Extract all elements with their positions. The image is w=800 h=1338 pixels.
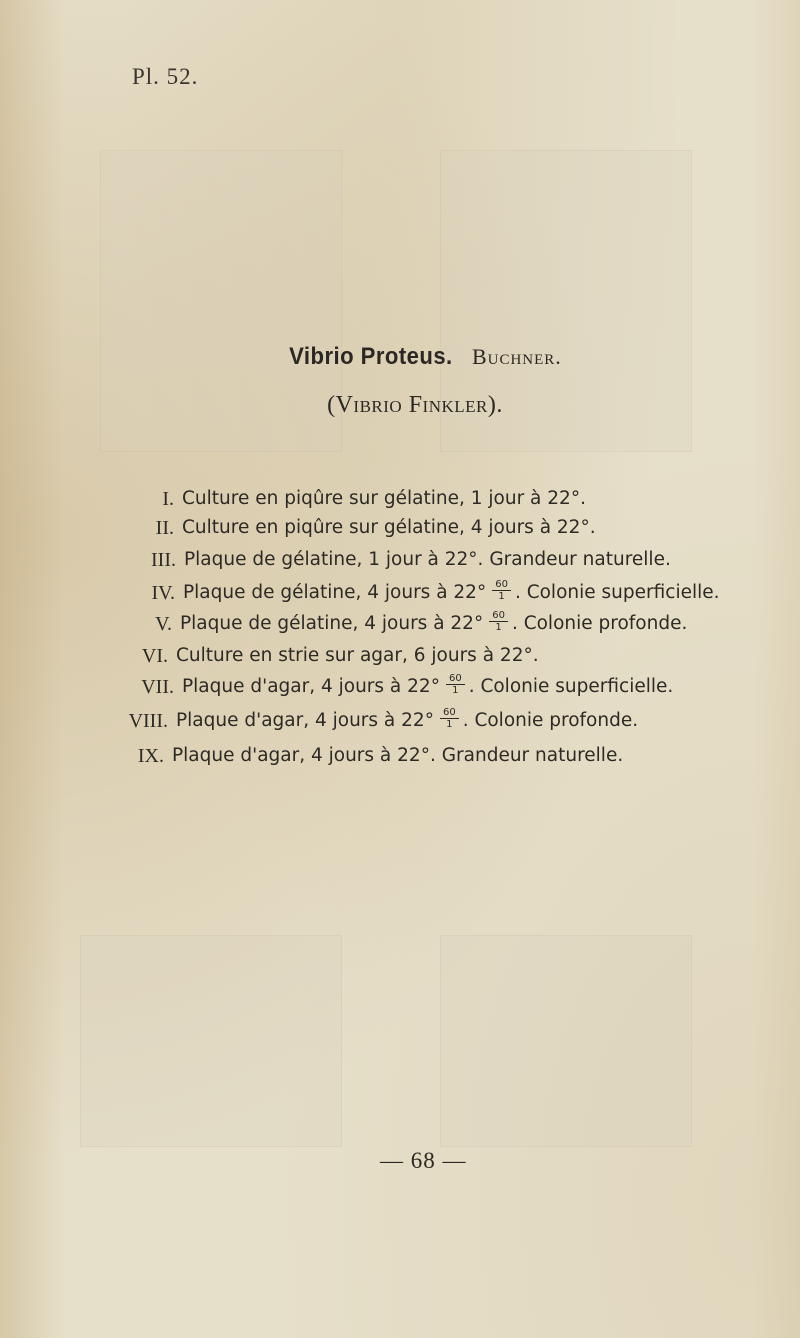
- legend-text-suffix: . Colonie profonde.: [511, 613, 688, 634]
- magnification-fraction: $\frac{60}{1}$: [489, 611, 508, 633]
- page-number: — 68 —: [380, 1148, 467, 1173]
- legend-item: [128, 707, 639, 740]
- legend-item: [137, 745, 624, 775]
- species-name: Vibrio Proteus.: [289, 343, 453, 370]
- legend-item: [155, 517, 596, 547]
- author-name: Buchner.: [471, 344, 562, 369]
- show-through-panel-bottom-right: [440, 935, 692, 1147]
- magnification-fraction: $\frac{60}{1}$: [446, 674, 465, 696]
- legend-numeral: I.: [162, 488, 174, 510]
- legend-item: [162, 488, 586, 518]
- legend-text: Plaque d'agar, 4 jours à 22°. Grandeur naturelle.: [172, 745, 624, 766]
- legend-text-suffix: . Colonie superficielle.: [514, 582, 720, 603]
- legend-numeral: IV.: [151, 582, 175, 604]
- legend-item: [141, 673, 674, 706]
- legend-numeral: V.: [155, 613, 172, 635]
- magnification-fraction: $\frac{60}{1}$: [492, 580, 511, 602]
- legend-text: Plaque d'agar, 4 jours à 22°: [176, 710, 434, 731]
- legend-item: [141, 645, 539, 675]
- legend-item: [151, 549, 671, 579]
- legend-text-suffix: . Colonie profonde.: [462, 710, 639, 731]
- legend-numeral: VIII.: [128, 710, 168, 732]
- legend-text: Plaque d'agar, 4 jours à 22°: [182, 676, 440, 697]
- legend-numeral: III.: [151, 549, 176, 571]
- legend-text: Culture en piqûre sur gélatine, 1 jour à 22°.: [182, 488, 586, 509]
- legend-text: Plaque de gélatine, 1 jour à 22°. Grandeur naturelle.: [184, 549, 671, 570]
- plate-label: Pl. 52.: [132, 64, 199, 89]
- legend-text: Culture en piqûre sur gélatine, 4 jours à 22°.: [182, 517, 596, 538]
- legend-text: Plaque de gélatine, 4 jours à 22°: [180, 613, 484, 634]
- legend-numeral: IX.: [137, 745, 164, 767]
- synonym: (Vibrio Finkler).: [327, 392, 503, 418]
- legend-text: Culture en strie sur agar, 6 jours à 22°.: [176, 645, 539, 666]
- legend-item: [155, 610, 688, 643]
- legend-text-suffix: . Colonie superficielle.: [468, 676, 674, 697]
- legend-text: Plaque de gélatine, 4 jours à 22°: [183, 582, 487, 603]
- page-title: [0, 342, 800, 371]
- legend-numeral: VII.: [141, 676, 174, 698]
- magnification-fraction: $\frac{60}{1}$: [440, 708, 459, 730]
- legend-numeral: II.: [155, 517, 174, 539]
- show-through-panel-bottom: [80, 935, 342, 1147]
- legend-item: [151, 579, 720, 612]
- legend-numeral: VI.: [141, 645, 168, 667]
